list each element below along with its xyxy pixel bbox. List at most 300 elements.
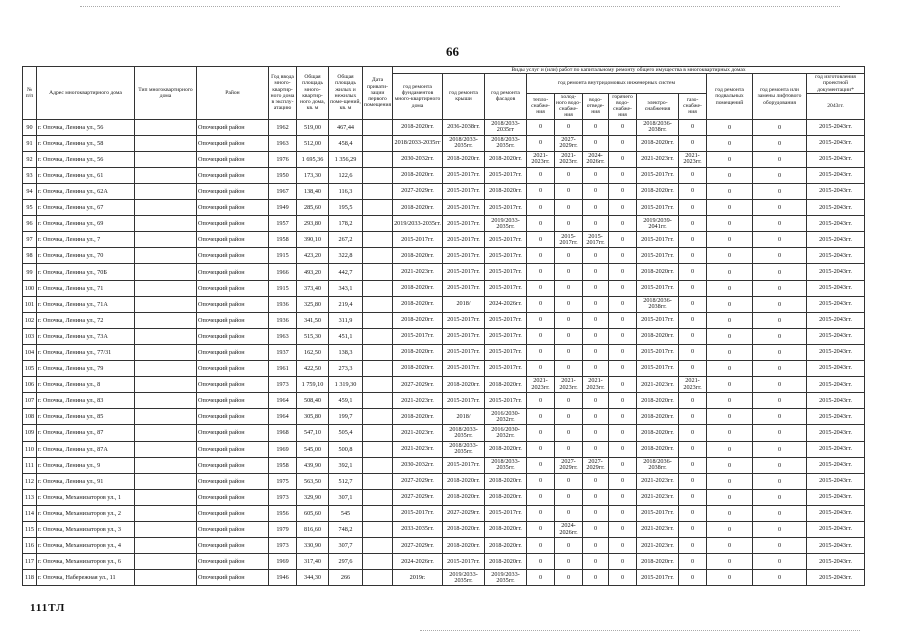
- cell-hw: 0: [609, 457, 637, 473]
- cell-dist: Опочецкий район: [197, 505, 269, 521]
- cell-r: 2015-2017гг.: [443, 328, 485, 344]
- cell-h: 0: [527, 312, 555, 328]
- cell-at: 508,40: [297, 393, 329, 409]
- cell-s: 0: [583, 312, 609, 328]
- cell-hw: 0: [609, 441, 637, 457]
- cell-al: 178,2: [329, 216, 363, 232]
- cell-l: 0: [753, 264, 807, 280]
- cell-l: 0: [753, 489, 807, 505]
- cell-empty: [135, 119, 197, 135]
- cell-s: 0: [583, 216, 609, 232]
- cell-fa: 2018/2033-2035гг: [485, 119, 527, 135]
- cell-empty: [135, 312, 197, 328]
- cell-cw: 0: [555, 570, 583, 586]
- cell-y: 1975: [269, 473, 297, 489]
- cell-hw: 0: [609, 505, 637, 521]
- cell-p: 2015-2043гг.: [807, 489, 865, 505]
- cell-f: 2018-2020гг.: [393, 296, 443, 312]
- cell-empty: [363, 473, 393, 489]
- cell-at: 545,00: [297, 441, 329, 457]
- cell-l: 0: [753, 200, 807, 216]
- cell-empty: [135, 457, 197, 473]
- cell-e: 2018-2020гг.: [637, 425, 679, 441]
- cell-addr: г. Опочка, Ленина ул., 91: [37, 473, 135, 489]
- cell-empty: [363, 200, 393, 216]
- cell-at: 285,60: [297, 200, 329, 216]
- cell-dist: Опочецкий район: [197, 184, 269, 200]
- cell-addr: г. Опочка, Ленина ул., 9: [37, 457, 135, 473]
- table-row: [23, 232, 865, 248]
- cell-empty: [135, 521, 197, 537]
- cell-fa: 2015-2017гг.: [485, 200, 527, 216]
- cell-al: 116,3: [329, 184, 363, 200]
- cell-s: 0: [583, 119, 609, 135]
- cell-r: 2018/2033-2035гг.: [443, 441, 485, 457]
- cell-empty: [363, 296, 393, 312]
- cell-g: 2021-2023гг.: [679, 377, 707, 393]
- cell-dist: Опочецкий район: [197, 377, 269, 393]
- cell-l: 0: [753, 296, 807, 312]
- cell-fa: 2015-2017гг.: [485, 312, 527, 328]
- cell-e: 2015-2017гг.: [637, 570, 679, 586]
- cell-empty: [135, 538, 197, 554]
- cell-n: 110: [23, 441, 37, 457]
- cell-b: 0: [707, 135, 753, 151]
- cell-addr: г. Опочка, Ленина ул., 71: [37, 280, 135, 296]
- cell-at: 512,00: [297, 135, 329, 151]
- cell-e: 2015-2017гг.: [637, 280, 679, 296]
- cell-f: 2018-2020гг.: [393, 167, 443, 183]
- cell-fa: 2015-2017гг.: [485, 167, 527, 183]
- cell-empty: [363, 232, 393, 248]
- cell-fa: 2019/2033-2035гг.: [485, 216, 527, 232]
- cell-al: 392,1: [329, 457, 363, 473]
- cell-n: 91: [23, 135, 37, 151]
- cell-addr: г. Опочка, Ленина ул., 70: [37, 248, 135, 264]
- cell-dist: Опочецкий район: [197, 280, 269, 296]
- cell-f: 2015-2017гг.: [393, 232, 443, 248]
- cell-l: 0: [753, 216, 807, 232]
- cell-y: 1973: [269, 377, 297, 393]
- cell-g: 0: [679, 441, 707, 457]
- cell-al: 273,3: [329, 361, 363, 377]
- cell-l: 0: [753, 473, 807, 489]
- cell-f: 2018-2020гг.: [393, 248, 443, 264]
- cell-e: 2015-2017гг.: [637, 167, 679, 183]
- cell-addr: г. Опочка, Ленина ул., 87А: [37, 441, 135, 457]
- cell-h: 0: [527, 167, 555, 183]
- cell-cw: 0: [555, 489, 583, 505]
- cell-at: 439,90: [297, 457, 329, 473]
- col-area-living: Общая площадь жилых и нежилых поме-щений, кв. м: [329, 67, 363, 120]
- cell-empty: [135, 554, 197, 570]
- cell-empty: [363, 344, 393, 360]
- cell-y: 1964: [269, 393, 297, 409]
- cell-e: 2019/2039-2041гг.: [637, 216, 679, 232]
- cell-r: 2015-2017гг.: [443, 361, 485, 377]
- cell-empty: [135, 425, 197, 441]
- cell-l: 0: [753, 377, 807, 393]
- cell-empty: [135, 232, 197, 248]
- cell-b: 0: [707, 409, 753, 425]
- cell-p: 2015-2043гг.: [807, 409, 865, 425]
- cell-empty: [363, 409, 393, 425]
- cell-al: 322,8: [329, 248, 363, 264]
- cell-r: 2015-2017гг.: [443, 184, 485, 200]
- cell-e: 2021-2023гг.: [637, 538, 679, 554]
- cell-empty: [363, 521, 393, 537]
- cell-empty: [363, 264, 393, 280]
- cell-r: 2018-2020гг.: [443, 151, 485, 167]
- cell-p: 2015-2043гг.: [807, 538, 865, 554]
- cell-dist: Опочецкий район: [197, 361, 269, 377]
- cell-at: 563,50: [297, 473, 329, 489]
- cell-al: 199,7: [329, 409, 363, 425]
- cell-y: 1915: [269, 280, 297, 296]
- cell-cw: 0: [555, 280, 583, 296]
- cell-empty: [363, 135, 393, 151]
- cell-empty: [363, 377, 393, 393]
- cell-s: 2015-2017гг.: [583, 232, 609, 248]
- cell-l: 0: [753, 361, 807, 377]
- cell-r: 2018/: [443, 409, 485, 425]
- cell-fa: 2016/2030-2032гг.: [485, 425, 527, 441]
- cell-s: 0: [583, 296, 609, 312]
- cell-fa: 2018/2033-2035гг.: [485, 135, 527, 151]
- cell-empty: [363, 248, 393, 264]
- cell-f: 2024-2026гг.: [393, 554, 443, 570]
- cell-g: 0: [679, 538, 707, 554]
- cell-n: 95: [23, 200, 37, 216]
- cell-h: 0: [527, 264, 555, 280]
- cell-addr: г. Опочка, Механизаторов ул., 4: [37, 538, 135, 554]
- cell-e: 2015-2017гг.: [637, 312, 679, 328]
- cell-f: 2033-2035гг.: [393, 521, 443, 537]
- cell-hw: 0: [609, 538, 637, 554]
- cell-s: 0: [583, 135, 609, 151]
- cell-empty: [135, 216, 197, 232]
- cell-cw: 0: [555, 344, 583, 360]
- cell-at: 605,60: [297, 505, 329, 521]
- cell-r: 2015-2017гг.: [443, 312, 485, 328]
- cell-empty: [363, 570, 393, 586]
- cell-dist: Опочецкий район: [197, 393, 269, 409]
- cell-addr: г. Опочка, Ленина ул., 69: [37, 216, 135, 232]
- cell-dist: Опочецкий район: [197, 441, 269, 457]
- col-area-total: Общая площадь много-квартир-ного дома, кв. м: [297, 67, 329, 120]
- cell-n: 101: [23, 296, 37, 312]
- col-roof: год ремонта крыши: [443, 74, 485, 119]
- cell-al: 1 319,30: [329, 377, 363, 393]
- cell-al: 459,1: [329, 393, 363, 409]
- cell-cw: 0: [555, 200, 583, 216]
- cell-h: 0: [527, 521, 555, 537]
- cell-y: 1962: [269, 119, 297, 135]
- cell-addr: г. Опочка, Ленина ул., 61: [37, 167, 135, 183]
- cell-hw: 0: [609, 280, 637, 296]
- cell-e: 2015-2017гг.: [637, 200, 679, 216]
- cell-addr: г. Опочка, Механизаторов ул., 1: [37, 489, 135, 505]
- cell-fa: 2015-2017гг.: [485, 361, 527, 377]
- cell-p: 2015-2043гг.: [807, 377, 865, 393]
- cell-al: 307,1: [329, 489, 363, 505]
- cell-y: 1973: [269, 538, 297, 554]
- table-body: [23, 119, 865, 586]
- table-row: [23, 570, 865, 586]
- cell-s: 0: [583, 200, 609, 216]
- cell-fa: 2018-2020гг.: [485, 184, 527, 200]
- table-row: [23, 505, 865, 521]
- table-row: [23, 200, 865, 216]
- table-row: [23, 489, 865, 505]
- cell-e: 2021-2023гг.: [637, 521, 679, 537]
- cell-hw: 0: [609, 200, 637, 216]
- cell-at: 138,40: [297, 184, 329, 200]
- cell-b: 0: [707, 344, 753, 360]
- cell-s: 0: [583, 393, 609, 409]
- cell-dist: Опочецкий район: [197, 554, 269, 570]
- cell-addr: г. Опочка, Ленина ул., 8: [37, 377, 135, 393]
- cell-y: 1967: [269, 184, 297, 200]
- cell-empty: [135, 393, 197, 409]
- cell-cw: 2015-2017гг.: [555, 232, 583, 248]
- cell-cw: 0: [555, 425, 583, 441]
- cell-h: 0: [527, 361, 555, 377]
- cell-h: 0: [527, 216, 555, 232]
- cell-addr: г. Опочка, Ленина ул., 71А: [37, 296, 135, 312]
- cell-s: 0: [583, 521, 609, 537]
- cell-dist: Опочецкий район: [197, 312, 269, 328]
- cell-r: 2015-2017гг.: [443, 216, 485, 232]
- cell-r: 2015-2017гг.: [443, 554, 485, 570]
- cell-empty: [135, 264, 197, 280]
- cell-l: 0: [753, 570, 807, 586]
- col-sewer: водо-отведе-ния: [583, 93, 609, 119]
- cell-empty: [135, 248, 197, 264]
- cell-p: 2015-2043гг.: [807, 473, 865, 489]
- cell-f: 2021-2023гг.: [393, 425, 443, 441]
- cell-h: 0: [527, 489, 555, 505]
- cell-p: 2015-2043гг.: [807, 328, 865, 344]
- cell-s: 0: [583, 538, 609, 554]
- cell-r: 2036-2038гг.: [443, 119, 485, 135]
- col-engineering-group: год ремонта внутридомовых инженерных систем: [527, 74, 707, 94]
- cell-b: 0: [707, 200, 753, 216]
- cell-p: 2015-2043гг.: [807, 457, 865, 473]
- footer-mark: 111ТЛ: [30, 602, 66, 614]
- cell-b: 0: [707, 441, 753, 457]
- cell-p: 2015-2043гг.: [807, 393, 865, 409]
- cell-b: 0: [707, 151, 753, 167]
- cell-p: 2015-2043гг.: [807, 344, 865, 360]
- cell-hw: 0: [609, 409, 637, 425]
- cell-addr: г. Опочка, Ленина ул., 58: [37, 135, 135, 151]
- cell-f: 2018/2033-2035гг: [393, 135, 443, 151]
- cell-al: 748,2: [329, 521, 363, 537]
- cell-cw: 2024-2026гг.: [555, 521, 583, 537]
- cell-l: 0: [753, 119, 807, 135]
- cell-b: 0: [707, 570, 753, 586]
- cell-addr: г. Опочка, Набережная ул., 11: [37, 570, 135, 586]
- cell-y: 1964: [269, 409, 297, 425]
- cell-e: 2018-2020гг.: [637, 135, 679, 151]
- cell-dist: Опочецкий район: [197, 473, 269, 489]
- cell-h: 0: [527, 457, 555, 473]
- cell-l: 0: [753, 312, 807, 328]
- cell-s: 0: [583, 248, 609, 264]
- cell-empty: [363, 425, 393, 441]
- cell-empty: [363, 119, 393, 135]
- cell-addr: г. Опочка, Ленина ул., 83: [37, 393, 135, 409]
- cell-at: 816,60: [297, 521, 329, 537]
- cell-fa: 2019/2033-2035гг.: [485, 570, 527, 586]
- cell-r: 2018-2020гг.: [443, 521, 485, 537]
- cell-h: 0: [527, 505, 555, 521]
- cell-s: 0: [583, 554, 609, 570]
- cell-e: 2018-2020гг.: [637, 393, 679, 409]
- cell-at: 373,40: [297, 280, 329, 296]
- cell-r: 2018/2033-2035гг.: [443, 425, 485, 441]
- cell-al: 307,7: [329, 538, 363, 554]
- cell-al: 267,2: [329, 232, 363, 248]
- cell-g: 0: [679, 135, 707, 151]
- cell-n: 92: [23, 151, 37, 167]
- cell-addr: г. Опочка, Ленина ул., 56: [37, 151, 135, 167]
- cell-hw: 0: [609, 344, 637, 360]
- cell-f: 2018-2020гг.: [393, 200, 443, 216]
- cell-l: 0: [753, 167, 807, 183]
- cell-g: 0: [679, 361, 707, 377]
- cell-fa: 2015-2017гг.: [485, 505, 527, 521]
- cell-n: 107: [23, 393, 37, 409]
- cell-fa: 2015-2017гг.: [485, 393, 527, 409]
- cell-hw: 0: [609, 393, 637, 409]
- cell-n: 94: [23, 184, 37, 200]
- cell-fa: 2015-2017гг.: [485, 328, 527, 344]
- cell-al: 1 356,29: [329, 151, 363, 167]
- cell-cw: 0: [555, 409, 583, 425]
- cell-f: 2019/2033-2035гг.: [393, 216, 443, 232]
- cell-al: 195,5: [329, 200, 363, 216]
- cell-g: 0: [679, 312, 707, 328]
- cell-h: 0: [527, 473, 555, 489]
- cell-l: 0: [753, 505, 807, 521]
- cell-hw: 0: [609, 312, 637, 328]
- cell-l: 0: [753, 521, 807, 537]
- cell-r: 2018/: [443, 296, 485, 312]
- cell-at: 547,10: [297, 425, 329, 441]
- cell-addr: г. Опочка, Механизаторов ул., 2: [37, 505, 135, 521]
- cell-h: 0: [527, 135, 555, 151]
- cell-p: 2015-2043гг.: [807, 167, 865, 183]
- cell-at: 162,50: [297, 344, 329, 360]
- cell-cw: 0: [555, 264, 583, 280]
- cell-cw: 0: [555, 538, 583, 554]
- cell-r: 2015-2017гг.: [443, 457, 485, 473]
- cell-h: 0: [527, 232, 555, 248]
- cell-f: 2027-2029гг.: [393, 184, 443, 200]
- cell-g: 0: [679, 232, 707, 248]
- cell-empty: [363, 167, 393, 183]
- cell-cw: 0: [555, 184, 583, 200]
- cell-hw: 0: [609, 377, 637, 393]
- cell-dist: Опочецкий район: [197, 570, 269, 586]
- cell-y: 1963: [269, 328, 297, 344]
- cell-cw: 0: [555, 216, 583, 232]
- cell-empty: [135, 473, 197, 489]
- cell-g: 0: [679, 521, 707, 537]
- cell-al: 297,6: [329, 554, 363, 570]
- cell-dist: Опочецкий район: [197, 135, 269, 151]
- cell-cw: 0: [555, 119, 583, 135]
- cell-dist: Опочецкий район: [197, 232, 269, 248]
- cell-addr: г. Опочка, Ленина ул., 7: [37, 232, 135, 248]
- cell-addr: г. Опочка, Ленина ул., 85: [37, 409, 135, 425]
- cell-dist: Опочецкий район: [197, 119, 269, 135]
- cell-s: 2027-2029гг.: [583, 457, 609, 473]
- cell-r: 2018-2020гг.: [443, 377, 485, 393]
- col-electric: электро-снабжения: [637, 93, 679, 119]
- cell-r: 2027-2029гг.: [443, 505, 485, 521]
- cell-f: 2018-2020гг.: [393, 280, 443, 296]
- cell-fa: 2018-2020гг.: [485, 377, 527, 393]
- col-works-group: Виды услуг и (или) работ по капитальному ремонту общего имущества в многоквартирных домах: [393, 67, 865, 74]
- table-row: [23, 521, 865, 537]
- cell-cw: 0: [555, 393, 583, 409]
- cell-r: 2018/2033-2035гг.: [443, 135, 485, 151]
- cell-y: 1956: [269, 505, 297, 521]
- cell-y: 1958: [269, 457, 297, 473]
- cell-at: 390,10: [297, 232, 329, 248]
- cell-g: 0: [679, 473, 707, 489]
- cell-r: 2018-2020гг.: [443, 489, 485, 505]
- cell-empty: [363, 505, 393, 521]
- cell-empty: [363, 554, 393, 570]
- cell-fa: 2015-2017гг.: [485, 264, 527, 280]
- cell-f: 2018-2020гг.: [393, 344, 443, 360]
- cell-e: 2018-2020гг.: [637, 441, 679, 457]
- cell-h: 0: [527, 296, 555, 312]
- cell-cw: 0: [555, 328, 583, 344]
- scan-edge-bottom: [420, 630, 860, 631]
- cell-al: 219,4: [329, 296, 363, 312]
- cell-b: 0: [707, 328, 753, 344]
- cell-addr: г. Опочка, Ленина ул., 73А: [37, 328, 135, 344]
- cell-y: 1963: [269, 135, 297, 151]
- cell-h: 0: [527, 393, 555, 409]
- cell-al: 505,4: [329, 425, 363, 441]
- cell-empty: [363, 361, 393, 377]
- capital-repair-table: [22, 66, 865, 586]
- cell-s: 0: [583, 441, 609, 457]
- table-row: [23, 554, 865, 570]
- cell-hw: 0: [609, 361, 637, 377]
- table-row: [23, 248, 865, 264]
- table-row: [23, 441, 865, 457]
- cell-b: 0: [707, 473, 753, 489]
- cell-b: 0: [707, 393, 753, 409]
- cell-hw: 0: [609, 264, 637, 280]
- cell-at: 344,30: [297, 570, 329, 586]
- cell-empty: [363, 489, 393, 505]
- cell-hw: 0: [609, 554, 637, 570]
- cell-f: 2027-2029гг.: [393, 473, 443, 489]
- cell-al: 343,1: [329, 280, 363, 296]
- cell-empty: [135, 200, 197, 216]
- cell-empty: [363, 457, 393, 473]
- cell-cw: 0: [555, 312, 583, 328]
- cell-al: 545: [329, 505, 363, 521]
